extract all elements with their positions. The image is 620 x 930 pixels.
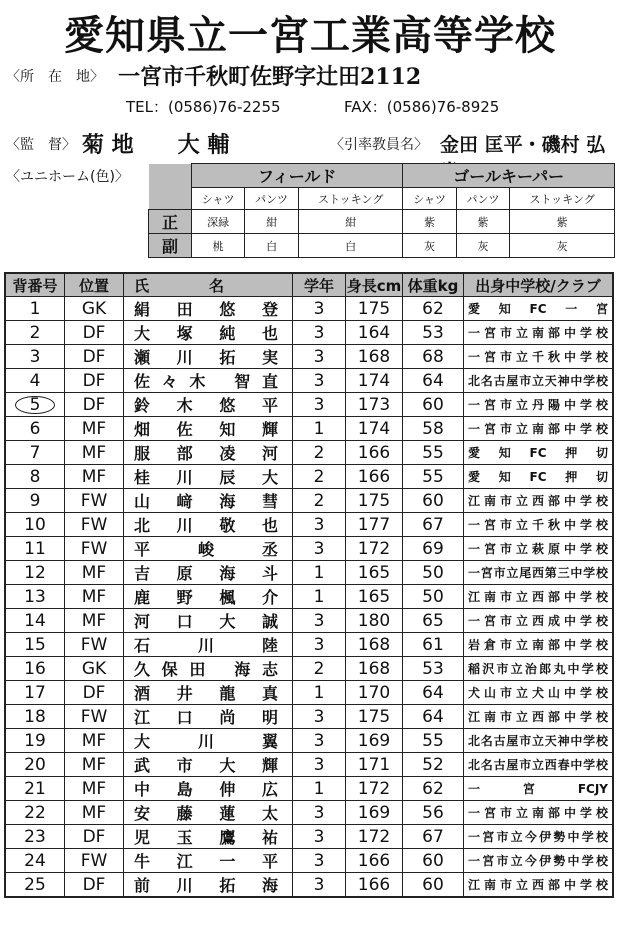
player-grade: 3 bbox=[293, 753, 346, 777]
player-grade: 2 bbox=[293, 441, 346, 465]
uniform-color: 紫 bbox=[456, 210, 510, 234]
table-row bbox=[5, 297, 613, 321]
player-number: 19 bbox=[5, 729, 65, 753]
table-row bbox=[5, 705, 613, 729]
fax-number: FAX：(0586)76-8925 bbox=[344, 98, 500, 116]
player-weight: 61 bbox=[403, 633, 464, 657]
player-weight: 62 bbox=[403, 297, 464, 321]
player-grade: 3 bbox=[293, 633, 346, 657]
player-position: MF bbox=[65, 609, 124, 633]
uniform-color: 灰 bbox=[510, 234, 615, 258]
player-grade: 3 bbox=[293, 849, 346, 873]
player-name: 吉 原 海 斗 bbox=[124, 561, 293, 585]
player-school: 一宮市立今伊勢中学校 bbox=[464, 825, 614, 849]
player-school: 江南市立西部中学校 bbox=[464, 585, 614, 609]
player-height: 164 bbox=[346, 321, 403, 345]
player-weight: 50 bbox=[403, 585, 464, 609]
player-school: 江南市立西部中学校 bbox=[464, 705, 614, 729]
player-name: 中 島 伸 広 bbox=[124, 777, 293, 801]
player-number: 16 bbox=[5, 657, 65, 681]
player-name: 鈴 木 悠 平 bbox=[124, 393, 293, 417]
table-row bbox=[5, 585, 613, 609]
player-weight: 60 bbox=[403, 393, 464, 417]
player-school: 一宮FCJY bbox=[464, 777, 614, 801]
player-height: 173 bbox=[346, 393, 403, 417]
player-height: 166 bbox=[346, 465, 403, 489]
table-row bbox=[5, 417, 613, 441]
player-height: 168 bbox=[346, 657, 403, 681]
player-school: 一宮市立萩原中学校 bbox=[464, 537, 614, 561]
table-row bbox=[5, 681, 613, 705]
player-school: 一宮市立尾西第三中学校 bbox=[464, 561, 614, 585]
player-height: 174 bbox=[346, 369, 403, 393]
uniform-color: 深緑 bbox=[192, 210, 245, 234]
uniform-item: シャツ bbox=[403, 188, 456, 210]
player-position: FW bbox=[65, 633, 124, 657]
player-position: MF bbox=[65, 753, 124, 777]
player-school: 一宮市立南部中学校 bbox=[464, 321, 614, 345]
uniform-color: 白 bbox=[298, 234, 403, 258]
player-school: 一宮市立千秋中学校 bbox=[464, 345, 614, 369]
table-row bbox=[5, 609, 613, 633]
table-row bbox=[5, 633, 613, 657]
player-name: 平 峻 丞 bbox=[124, 537, 293, 561]
player-number: 14 bbox=[5, 609, 65, 633]
player-name: 鹿 野 楓 介 bbox=[124, 585, 293, 609]
header-height: 身長cm bbox=[346, 273, 403, 297]
player-number: 1 bbox=[5, 297, 65, 321]
player-height: 172 bbox=[346, 777, 403, 801]
escort-label: 〈引率教員名〉 bbox=[330, 137, 428, 153]
tel-number: TEL：(0586)76-2255 bbox=[126, 98, 281, 116]
player-height: 168 bbox=[346, 345, 403, 369]
player-grade: 3 bbox=[293, 609, 346, 633]
header-name: 氏 名 bbox=[124, 273, 293, 297]
player-height: 180 bbox=[346, 609, 403, 633]
uniform-item: ストッキング bbox=[510, 188, 615, 210]
uniform-item: パンツ bbox=[456, 188, 510, 210]
player-weight: 64 bbox=[403, 681, 464, 705]
player-position: FW bbox=[65, 705, 124, 729]
uniform-color: 白 bbox=[245, 234, 299, 258]
player-school: 北名古屋市立西春中学校 bbox=[464, 753, 614, 777]
player-position: FW bbox=[65, 849, 124, 873]
player-school: 一宮市立南部中学校 bbox=[464, 417, 614, 441]
player-height: 177 bbox=[346, 513, 403, 537]
player-name: 大 川 翼 bbox=[124, 729, 293, 753]
player-school: 一宮市立今伊勢中学校 bbox=[464, 849, 614, 873]
player-school: 愛知FC押切 bbox=[464, 465, 614, 489]
player-number: 13 bbox=[5, 585, 65, 609]
uniform-label: 〈ユニホーム(色)〉 bbox=[6, 169, 129, 185]
uniform-item: パンツ bbox=[245, 188, 299, 210]
player-name: 山 﨑 海 彗 bbox=[124, 489, 293, 513]
player-position: DF bbox=[65, 321, 124, 345]
player-height: 172 bbox=[346, 825, 403, 849]
player-position: GK bbox=[65, 657, 124, 681]
player-number: 23 bbox=[5, 825, 65, 849]
player-name: 武 市 大 輝 bbox=[124, 753, 293, 777]
player-weight: 53 bbox=[403, 321, 464, 345]
player-position: DF bbox=[65, 681, 124, 705]
player-name: 牛 江 一 平 bbox=[124, 849, 293, 873]
header-grade: 学年 bbox=[293, 273, 346, 297]
page-title: 愛知県立一宮工業高等学校 bbox=[64, 13, 556, 59]
player-weight: 62 bbox=[403, 777, 464, 801]
player-school: 犬山市立犬山中学校 bbox=[464, 681, 614, 705]
player-name: 佐々木 智直 bbox=[124, 369, 293, 393]
player-number: 18 bbox=[5, 705, 65, 729]
uniform-color: 灰 bbox=[456, 234, 510, 258]
player-position: DF bbox=[65, 393, 124, 417]
table-row bbox=[5, 561, 613, 585]
player-weight: 64 bbox=[403, 705, 464, 729]
player-number: 6 bbox=[5, 417, 65, 441]
player-number: 8 bbox=[5, 465, 65, 489]
uniform-row-secondary-label: 副 bbox=[149, 234, 192, 258]
player-grade: 3 bbox=[293, 369, 346, 393]
table-row bbox=[5, 513, 613, 537]
player-weight: 50 bbox=[403, 561, 464, 585]
player-weight: 67 bbox=[403, 825, 464, 849]
player-name: 桂 川 辰 大 bbox=[124, 465, 293, 489]
player-name: 服 部 凌 河 bbox=[124, 441, 293, 465]
player-number: 10 bbox=[5, 513, 65, 537]
uniform-group-goalkeeper: ゴールキーパー bbox=[403, 164, 615, 188]
player-grade: 3 bbox=[293, 825, 346, 849]
player-school: 一宮市立千秋中学校 bbox=[464, 513, 614, 537]
header-position: 位置 bbox=[65, 273, 124, 297]
player-school: 江南市立西部中学校 bbox=[464, 489, 614, 513]
player-number: 7 bbox=[5, 441, 65, 465]
player-grade: 3 bbox=[293, 393, 346, 417]
player-number: 15 bbox=[5, 633, 65, 657]
player-height: 174 bbox=[346, 417, 403, 441]
uniform-color: 紺 bbox=[245, 210, 299, 234]
player-number: 3 bbox=[5, 345, 65, 369]
table-row bbox=[5, 345, 613, 369]
player-position: DF bbox=[65, 873, 124, 898]
player-position: FW bbox=[65, 489, 124, 513]
player-number: 22 bbox=[5, 801, 65, 825]
player-number: 12 bbox=[5, 561, 65, 585]
uniform-table bbox=[148, 163, 615, 258]
player-weight: 55 bbox=[403, 441, 464, 465]
uniform-color: 灰 bbox=[403, 234, 456, 258]
player-weight: 55 bbox=[403, 465, 464, 489]
player-name: 児 玉 鷹 祐 bbox=[124, 825, 293, 849]
player-height: 165 bbox=[346, 585, 403, 609]
player-number: 24 bbox=[5, 849, 65, 873]
player-height: 175 bbox=[346, 705, 403, 729]
uniform-row-primary-label: 正 bbox=[149, 210, 192, 234]
player-weight: 53 bbox=[403, 657, 464, 681]
player-position: MF bbox=[65, 585, 124, 609]
player-grade: 3 bbox=[293, 873, 346, 898]
player-height: 170 bbox=[346, 681, 403, 705]
player-grade: 1 bbox=[293, 561, 346, 585]
roster-table bbox=[4, 272, 614, 898]
player-grade: 3 bbox=[293, 321, 346, 345]
table-row bbox=[5, 369, 613, 393]
player-position: FW bbox=[65, 513, 124, 537]
address-label: 〈所 在 地〉 bbox=[6, 69, 104, 85]
player-school: 一宮市立西成中学校 bbox=[464, 609, 614, 633]
table-row bbox=[5, 849, 613, 873]
uniform-color: 紫 bbox=[403, 210, 456, 234]
player-weight: 60 bbox=[403, 849, 464, 873]
player-position: MF bbox=[65, 777, 124, 801]
table-row bbox=[5, 873, 613, 898]
player-name: 前 川 拓 海 bbox=[124, 873, 293, 898]
table-row bbox=[5, 441, 613, 465]
player-name: 江 口 尚 明 bbox=[124, 705, 293, 729]
table-row bbox=[5, 729, 613, 753]
player-height: 169 bbox=[346, 801, 403, 825]
player-weight: 60 bbox=[403, 873, 464, 898]
player-weight: 64 bbox=[403, 369, 464, 393]
player-number: 11 bbox=[5, 537, 65, 561]
player-grade: 1 bbox=[293, 417, 346, 441]
player-weight: 67 bbox=[403, 513, 464, 537]
player-height: 169 bbox=[346, 729, 403, 753]
player-number: 21 bbox=[5, 777, 65, 801]
player-number: 25 bbox=[5, 873, 65, 898]
player-height: 166 bbox=[346, 849, 403, 873]
player-school: 岩倉市立南部中学校 bbox=[464, 633, 614, 657]
player-name: 石 川 陸 bbox=[124, 633, 293, 657]
table-row bbox=[5, 801, 613, 825]
table-row bbox=[5, 825, 613, 849]
uniform-corner bbox=[149, 164, 192, 188]
player-position: DF bbox=[65, 825, 124, 849]
player-position: FW bbox=[65, 537, 124, 561]
player-weight: 65 bbox=[403, 609, 464, 633]
player-name: 北 川 敬 也 bbox=[124, 513, 293, 537]
uniform-item: ストッキング bbox=[298, 188, 403, 210]
player-number: 2 bbox=[5, 321, 65, 345]
player-height: 166 bbox=[346, 873, 403, 898]
player-height: 165 bbox=[346, 561, 403, 585]
player-position: DF bbox=[65, 345, 124, 369]
player-weight: 52 bbox=[403, 753, 464, 777]
player-height: 171 bbox=[346, 753, 403, 777]
player-grade: 3 bbox=[293, 513, 346, 537]
player-height: 166 bbox=[346, 441, 403, 465]
player-school: 北名古屋市立天神中学校 bbox=[464, 369, 614, 393]
header-number: 背番号 bbox=[5, 273, 65, 297]
player-number bbox=[5, 393, 65, 417]
player-grade: 1 bbox=[293, 585, 346, 609]
player-grade: 2 bbox=[293, 489, 346, 513]
uniform-color: 桃 bbox=[192, 234, 245, 258]
table-row bbox=[5, 753, 613, 777]
player-weight: 56 bbox=[403, 801, 464, 825]
table-row bbox=[5, 657, 613, 681]
player-number: 17 bbox=[5, 681, 65, 705]
header-weight: 体重kg bbox=[403, 273, 464, 297]
player-school: 一宮市立丹陽中学校 bbox=[464, 393, 614, 417]
uniform-color: 紫 bbox=[510, 210, 615, 234]
player-position: DF bbox=[65, 369, 124, 393]
table-row bbox=[5, 465, 613, 489]
player-weight: 60 bbox=[403, 489, 464, 513]
player-number: 20 bbox=[5, 753, 65, 777]
player-position: MF bbox=[65, 561, 124, 585]
table-row bbox=[5, 777, 613, 801]
table-row bbox=[5, 537, 613, 561]
uniform-color: 紺 bbox=[298, 210, 403, 234]
player-school: 愛知FC一宮 bbox=[464, 297, 614, 321]
player-grade: 2 bbox=[293, 657, 346, 681]
table-row bbox=[5, 489, 613, 513]
director-label: 〈監 督〉 bbox=[6, 137, 76, 153]
player-height: 175 bbox=[346, 297, 403, 321]
player-height: 175 bbox=[346, 489, 403, 513]
player-name: 畑 佐 知 輝 bbox=[124, 417, 293, 441]
director-name: 菊 地 大 輔 bbox=[82, 132, 230, 158]
player-position: MF bbox=[65, 729, 124, 753]
player-name: 酒 井 龍 真 bbox=[124, 681, 293, 705]
player-name: 瀬 川 拓 実 bbox=[124, 345, 293, 369]
player-school: 愛知FC押切 bbox=[464, 441, 614, 465]
player-grade: 3 bbox=[293, 705, 346, 729]
player-grade: 3 bbox=[293, 345, 346, 369]
player-grade: 3 bbox=[293, 537, 346, 561]
header-school: 出身中学校/クラブ bbox=[464, 273, 614, 297]
player-number: 4 bbox=[5, 369, 65, 393]
player-height: 172 bbox=[346, 537, 403, 561]
player-weight: 69 bbox=[403, 537, 464, 561]
player-school: 一宮市立南部中学校 bbox=[464, 801, 614, 825]
escort-names: 金田 匡平・磯村 弘 bbox=[440, 134, 606, 156]
player-name: 大 塚 純 也 bbox=[124, 321, 293, 345]
player-school: 稲沢市立治郎丸中学校 bbox=[464, 657, 614, 681]
player-height: 168 bbox=[346, 633, 403, 657]
table-row bbox=[5, 393, 613, 417]
player-grade: 2 bbox=[293, 465, 346, 489]
player-name: 河 口 大 誠 bbox=[124, 609, 293, 633]
player-grade: 3 bbox=[293, 297, 346, 321]
player-position: GK bbox=[65, 297, 124, 321]
player-school: 江南市立西部中学校 bbox=[464, 873, 614, 898]
player-position: MF bbox=[65, 801, 124, 825]
player-position: MF bbox=[65, 417, 124, 441]
player-name: 久保田 海志 bbox=[124, 657, 293, 681]
player-position: MF bbox=[65, 465, 124, 489]
player-grade: 3 bbox=[293, 801, 346, 825]
player-school: 北名古屋市立天神中学校 bbox=[464, 729, 614, 753]
uniform-item: シャツ bbox=[192, 188, 245, 210]
uniform-group-field: フィールド bbox=[192, 164, 403, 188]
player-grade: 1 bbox=[293, 681, 346, 705]
player-weight: 58 bbox=[403, 417, 464, 441]
circled-number: 5 bbox=[15, 396, 55, 414]
player-grade: 1 bbox=[293, 777, 346, 801]
player-grade: 3 bbox=[293, 729, 346, 753]
player-weight: 55 bbox=[403, 729, 464, 753]
player-name: 絹 田 悠 登 bbox=[124, 297, 293, 321]
address-value: 一宮市千秋町佐野字辻田2112 bbox=[118, 64, 422, 90]
table-row bbox=[5, 321, 613, 345]
uniform-corner bbox=[149, 188, 192, 210]
player-weight: 68 bbox=[403, 345, 464, 369]
player-position: MF bbox=[65, 441, 124, 465]
player-name: 安 藤 蓮 太 bbox=[124, 801, 293, 825]
player-number: 9 bbox=[5, 489, 65, 513]
